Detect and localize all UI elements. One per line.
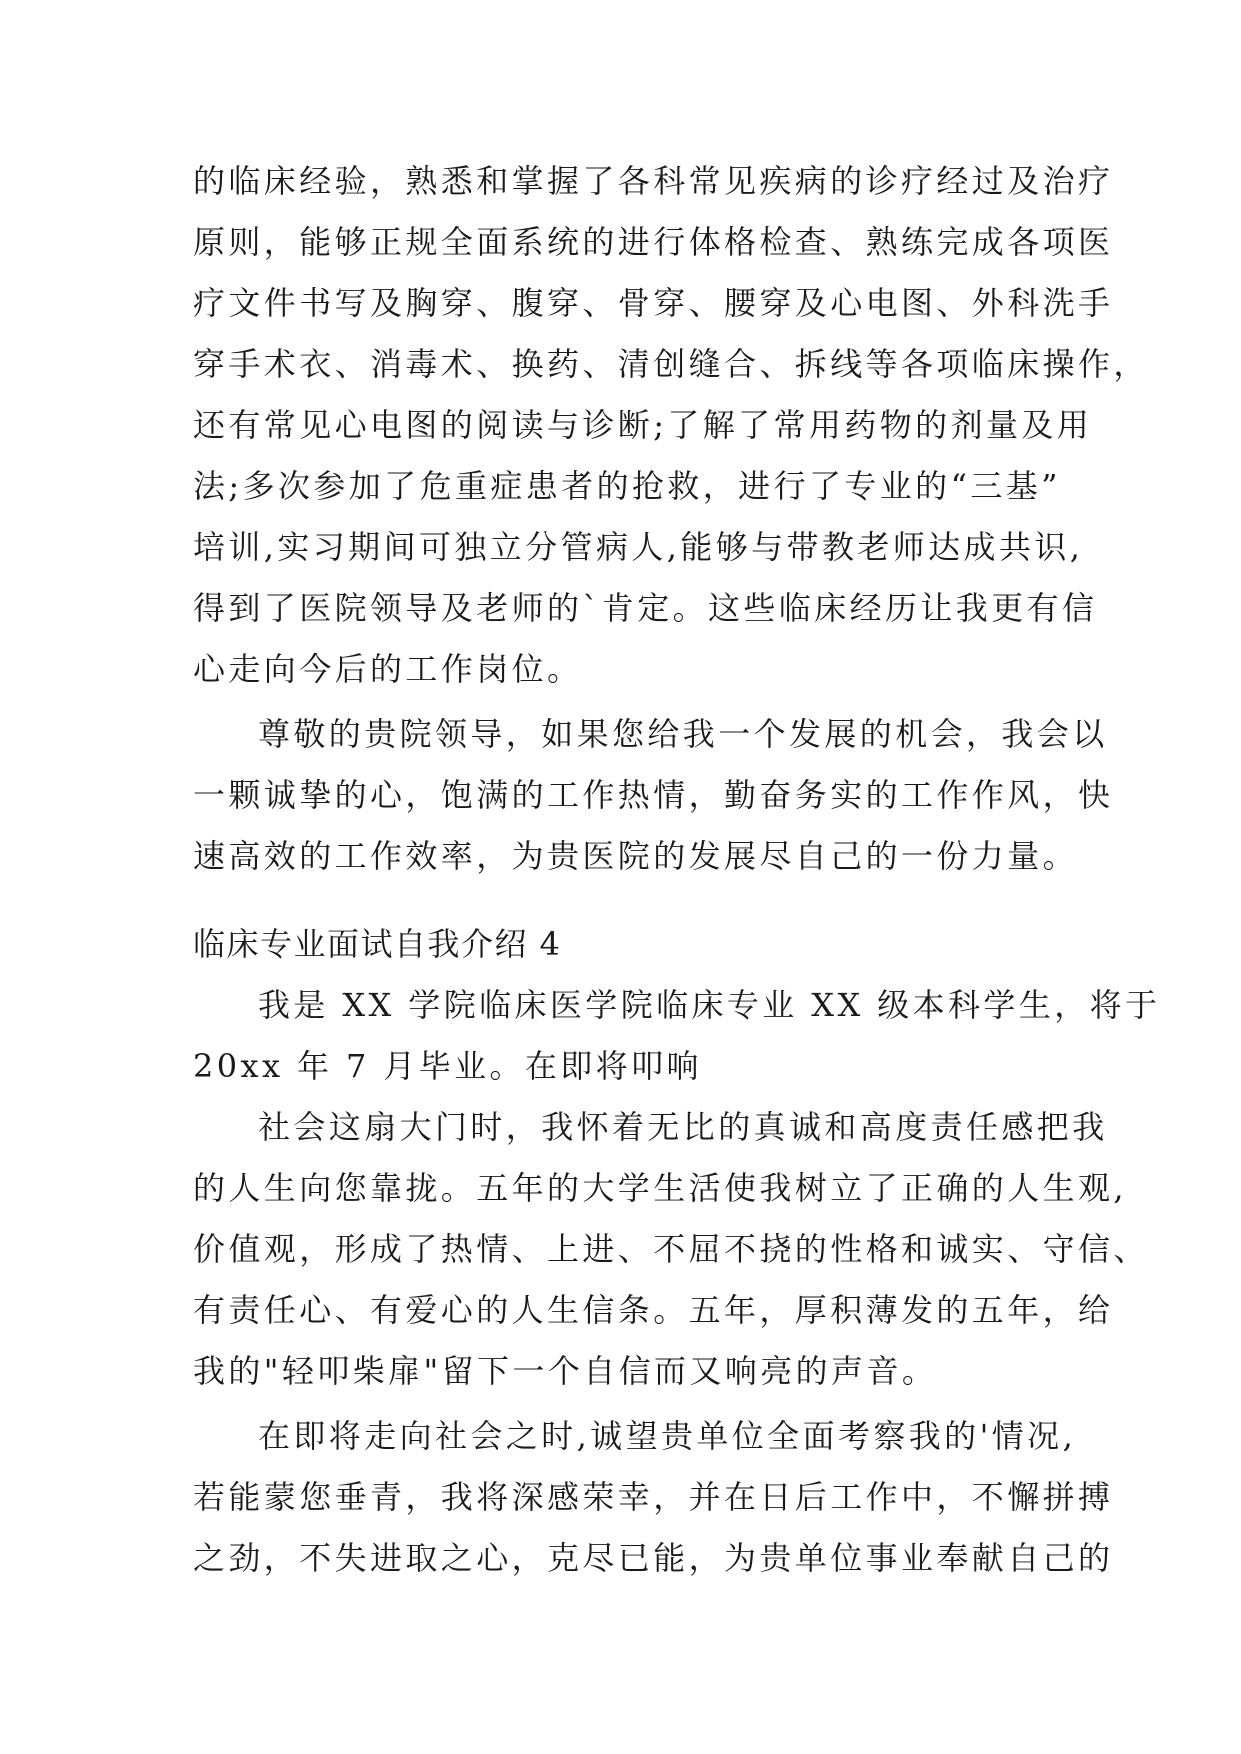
paragraph-line: 法;多次参加了危重症患者的抢救，进行了专业的“三基”: [193, 467, 1061, 505]
paragraph-line: 还有常见心电图的阅读与诊断;了解了常用药物的剂量及用: [193, 406, 1093, 444]
section-heading: 临床专业面试自我介绍 4: [193, 925, 562, 963]
paragraph-line: 若能蒙您垂青，我将深感荣幸，并在日后工作中，不懈拼搏: [193, 1478, 1114, 1516]
paragraph-line: 尊敬的贵院领导，如果您给我一个发展的机会，我会以: [258, 715, 1108, 753]
paragraph-line: 我的"轻叩柴扉"留下一个自信而又响亮的声音。: [193, 1352, 938, 1390]
paragraph-line: 疗文件书写及胸穿、腹穿、骨穿、腰穿及心电图、外科洗手: [193, 284, 1114, 322]
paragraph-line: 心走向今后的工作岗位。: [193, 650, 583, 688]
paragraph-line: 的临床经验，熟悉和掌握了各科常见疾病的诊疗经过及治疗: [193, 162, 1114, 200]
paragraph-line: 得到了医院领导及老师的`肯定。这些临床经历让我更有信: [193, 589, 1098, 627]
paragraph-line: 速高效的工作效率，为贵医院的发展尽自己的一份力量。: [193, 837, 1079, 875]
paragraph-line: 20xx 年 7 月毕业。在即将叩响: [193, 1047, 702, 1085]
paragraph-line: 有责任心、有爱心的人生信条。五年，厚积薄发的五年，给: [193, 1291, 1114, 1329]
paragraph-line: 的人生向您靠拢。五年的大学生活使我树立了正确的人生观,: [193, 1169, 1127, 1207]
paragraph-line: 我是 XX 学院临床医学院临床专业 XX 级本科学生，将于: [258, 986, 1161, 1024]
paragraph-line: 原则，能够正规全面系统的进行体格检查、熟练完成各项医: [193, 223, 1114, 261]
paragraph-line: 一颗诚挚的心，饱满的工作热情，勤奋务实的工作作风，快: [193, 776, 1114, 814]
paragraph-line: 培训,实习期间可独立分管病人,能够与带教老师达成共识,: [193, 528, 1084, 566]
paragraph-line: 社会这扇大门时，我怀着无比的真诚和高度责任感把我: [258, 1108, 1108, 1146]
paragraph-line: 之劲，不失进取之心，克尽已能，为贵单位事业奉献自己的: [193, 1539, 1114, 1577]
paragraph-line: 穿手术衣、消毒术、换药、清创缝合、拆线等各项临床操作，: [193, 345, 1149, 383]
paragraph-line: 价值观，形成了热情、上进、不屈不挠的性格和诚实、守信、: [193, 1230, 1149, 1268]
paragraph-line: 在即将走向社会之时,诚望贵单位全面考察我的'情况,: [258, 1417, 1077, 1455]
